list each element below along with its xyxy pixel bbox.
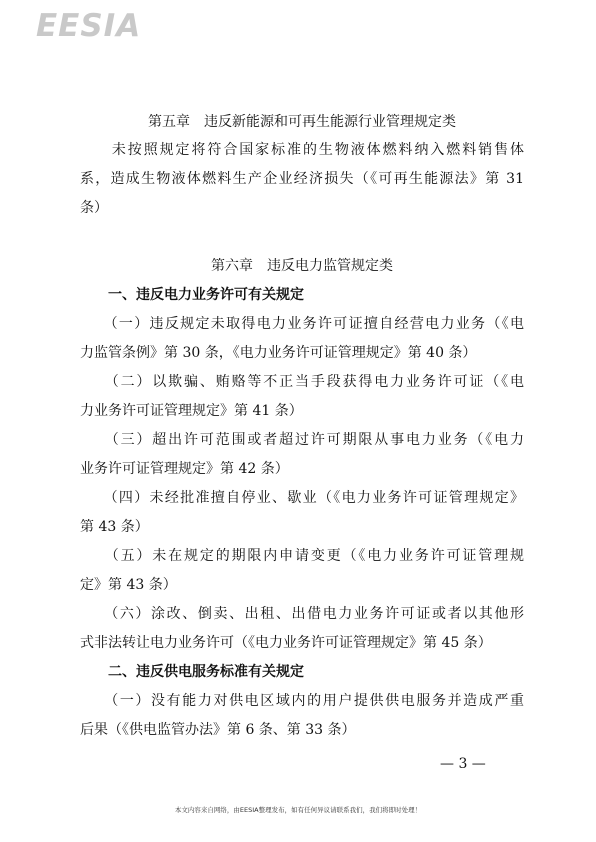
section-1-item-1-line: （一）违反规定未取得电力业务许可证擅自经营电力业务（《电 [80,316,524,332]
section-1-item-6-line: （六）涂改、倒卖、出租、出借电力业务许可证或者以其他形 [80,606,524,622]
section-2-item-1-line: （一）没有能力对供电区域内的用户提供供电服务并造成严重 [80,693,524,709]
section-2-item-1-line: 后果（《供电监管办法》第 6 条、第 33 条） [80,722,356,738]
section-1-item-5-line: （五）未在规定的期限内申请变更（《电力业务许可证管理规 [80,548,524,564]
chapter-5-paragraph-line: 条） [80,200,108,216]
footer-note: 本文内容来自网络，由EESIA整理发布，如有任何异议请联系我们，我们将即时处理！ [174,806,422,814]
section-1-item-4-line: （四）未经批准擅自停业、歇业（《电力业务许可证管理规定》 [80,490,524,506]
chapter-5-paragraph-line: 未按照规定将符合国家标准的生物液体燃料纳入燃料销售体 [80,142,524,158]
page-number: — 3 — [440,756,486,772]
section-1-item-3-line: （三）超出许可范围或者超过许可期限从事电力业务（《电力 [80,432,524,448]
chapter-5-title: 第五章 违反新能源和可再生能源行业管理规定类 [148,114,456,130]
section-1-item-5-line: 定》第 43 条） [80,577,177,593]
section-2-heading: 二、违反供电服务标准有关规定 [80,664,304,680]
eesia-logo: EESIA [36,8,142,44]
chapter-5-paragraph-line: 系，造成生物液体燃料生产企业经济损失（《可再生能源法》第 31 [80,171,524,187]
section-1-item-4-line: 第 43 条） [80,519,149,535]
section-1-item-6-line: 式非法转让电力业务许可（《电力业务许可证管理规定》第 45 条） [80,635,492,651]
chapter-6-title: 第六章 违反电力监管规定类 [211,258,393,274]
section-1-item-3-line: 业务许可证管理规定》第 42 条） [80,461,289,477]
section-1-item-2-line: 力业务许可证管理规定》第 41 条） [80,403,303,419]
section-1-heading: 一、违反电力业务许可有关规定 [80,287,304,303]
section-1-item-1-line: 力监管条例》第 30 条，《电力业务许可证管理规定》第 40 条） [80,345,477,361]
section-1-item-2-line: （二）以欺骗、贿赂等不正当手段获得电力业务许可证（《电 [80,374,524,390]
